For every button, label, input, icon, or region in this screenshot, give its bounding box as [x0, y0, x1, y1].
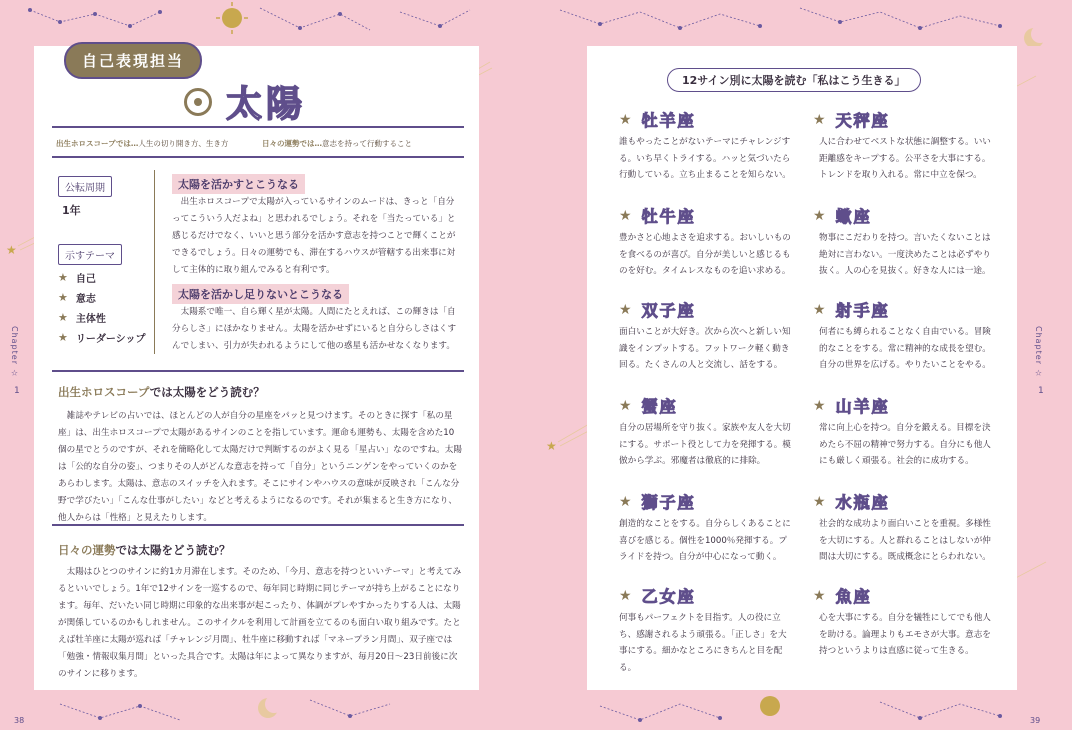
- left-page: [34, 46, 479, 690]
- sign-desc-aries: 誰もやったことがないテーマにチャレンジする。いち早くトライする。ハッと気づいたら行動している。立ち止まることを知らない。: [619, 137, 791, 180]
- sign-name-aquarius: ★ 水瓶座: [813, 493, 890, 512]
- sign-name-leo: ★ 獅子座: [619, 493, 696, 512]
- sign-desc-libra: 人に合わせてベストな状態に調整する。いい距離感をキープする。公平さを大事にする。トレンドを取り入れる。常に中立を保つ。: [819, 137, 991, 180]
- block2-text: 太陽系で唯一、自ら輝く星が太陽。人間にたとえれば、この輝きは「自分らしさ」にほかなりません。太陽を活かせずにいると自分らしさはくすんでしまい、引力が失われるようにして他の惑星も活かせなくなります。: [172, 307, 457, 351]
- sun-symbol-icon: [184, 88, 212, 116]
- chapter-label-right: Chapter ☆: [1034, 326, 1043, 379]
- star-icon: ★: [813, 111, 828, 128]
- category-badge: 自己表現担当: [64, 42, 202, 79]
- constellation-decoration-bottom: [0, 690, 1072, 730]
- chapter-label-left: Chapter ☆: [10, 326, 19, 379]
- star-icon: ★: [58, 331, 68, 344]
- sign-name-sagittarius: ★ 射手座: [813, 301, 890, 320]
- sign-desc-gemini: 面白いことが大好き。次から次へと新しい知識をインプットする。フットワーク軽く動き回る。たくさんの人と交流し、話をする。: [619, 327, 791, 370]
- sign-desc-aquarius: 社会的な成功より面白いことを重視。多様性を大切にする。人と群れることはしないが仲間は大切にする。既成概念にとらわれない。: [819, 519, 991, 562]
- theme-item: ★ リーダーシップ: [58, 331, 146, 345]
- divider: [52, 126, 464, 128]
- natal-subtitle: 出生ホロスコープでは…人生の切り開き方、生き方: [56, 139, 229, 148]
- star-icon: ★: [813, 207, 828, 224]
- svg-text:★: ★: [6, 243, 17, 257]
- block2-heading: 太陽を活かし足りないとこうなる: [172, 284, 349, 304]
- orbit-value: 1年: [62, 204, 81, 217]
- block1-heading: 太陽を活かすとこうなる: [172, 174, 305, 194]
- star-icon: ★: [619, 111, 634, 128]
- chapter-number-left: 1: [14, 386, 20, 396]
- sign-desc-capricorn: 常に向上心を持つ。自分を鍛える。目標を決めたら不屈の精神で努力する。自分にも他人にも厳しく頑張る。社会的に成功する。: [819, 423, 991, 466]
- star-icon: ★: [619, 301, 634, 318]
- sun-face-icon: [216, 2, 248, 34]
- title-block: [184, 76, 306, 127]
- star-icon: ★: [58, 271, 68, 284]
- star-icon: ★: [619, 207, 634, 224]
- page-number-left: 38: [14, 716, 25, 725]
- divider: [52, 156, 464, 158]
- star-icon: ★: [813, 587, 828, 604]
- sign-desc-pisces: 心を大事にする。自分を犠牲にしてでも他人を助ける。論理よりもエモさが大事。意志を持つというよりは直感に従って生きる。: [819, 613, 991, 656]
- orbit-label: 公転周期: [58, 176, 112, 197]
- sign-name-pisces: ★ 魚座: [813, 587, 872, 606]
- theme-item: ★ 自己: [58, 271, 96, 285]
- star-icon: ★: [619, 493, 634, 510]
- block1-text: 出生ホロスコープで太陽が入っているサインのムードは、きっと「自分ってこういう人だよね」と思われるでしょう。それを「当たっている」と感じるだけでなく、いいと思う部分を活かす意志を持つことで輝くことができるでしょう。日々の運勢でも、滞在するハウスが管轄する出来事に対して主体的に取り組んでみると有利です。: [172, 197, 456, 275]
- star-icon: ★: [813, 397, 828, 414]
- star-icon: ★: [813, 301, 828, 318]
- sign-desc-taurus: 豊かさと心地よさを追求する。おいしいものを食べるのが喜び。自分が美しいと感じるものを好む。タイムレスなものを追い求める。: [619, 233, 791, 276]
- constellation-decoration-top: [0, 0, 1072, 46]
- sign-name-aries: ★ 牡羊座: [619, 111, 696, 130]
- svg-text:★: ★: [546, 439, 557, 453]
- sign-name-scorpio: ★ 蠍座: [813, 207, 872, 226]
- moon-icon: [1024, 25, 1049, 46]
- sign-name-gemini: ★ 双子座: [619, 301, 696, 320]
- sign-name-libra: ★ 天秤座: [813, 111, 890, 130]
- sign-desc-cancer: 自分の居場所を守り抜く。家族や友人を大切にする。サポート役として力を発揮する。模倣から学ぶ。邪魔者は徹底的に排除。: [619, 423, 791, 466]
- page-number-right: 39: [1030, 716, 1041, 725]
- divider: [52, 370, 464, 372]
- sign-name-capricorn: ★ 山羊座: [813, 397, 890, 416]
- page-title: 太陽: [226, 84, 307, 125]
- daily-subtitle: 日々の運勢では…意志を持って行動すること: [262, 139, 412, 148]
- moon-icon-bottom: [258, 695, 283, 718]
- sign-desc-leo: 創造的なことをする。自分らしくあることに喜びを感じる。個性を1000％発揮する。プライドを持つ。自分が中心になって動く。: [619, 519, 791, 562]
- sign-name-taurus: ★ 牡牛座: [619, 207, 696, 226]
- sign-name-cancer: ★ 蟹座: [619, 397, 678, 416]
- section2-heading: 日々の運勢では太陽をどう読む？: [58, 543, 231, 557]
- sign-name-virgo: ★ 乙女座: [619, 587, 696, 606]
- column-divider: [154, 170, 155, 354]
- section1-heading: 出生ホロスコープでは太陽をどう読む？: [58, 385, 265, 399]
- section2-text: 太陽はひとつのサインに約1カ月滞在します。そのため、「今月、意志を持つといいテーマ」と考えてみるといいでしょう。1年で12サインを一巡するので、毎年同じ時期に同じテーマが持ち上がることになります。毎年、だいたい同じ時期に印象的な出来事が起こったり、体調がプレやすかったりする人は、太陽が関係しているのかもしれません。このサイクルを利用して計画を立てるのも面白い取り組みです。たとえば牡羊座に太陽が巡れば「チャレンジ月間」、牡牛座に移動すれば「マネープラン月間」、双子座では「勉強・情報収集月間」といった具合です。太陽は年によって異なりますが、毎月20日〜23日前後に次のサインに移ります。: [58, 567, 462, 679]
- right-page: [587, 46, 1017, 690]
- sun-face-icon-bottom: [760, 696, 780, 716]
- theme-item: ★ 主体性: [58, 311, 106, 325]
- sign-desc-sagittarius: 何者にも縛られることなく自由でいる。冒険的なことをする。常に精神的な成長を望む。自分の世界を広げる。やりたいことをやる。: [819, 327, 991, 370]
- theme-item: ★ 意志: [58, 291, 96, 305]
- star-icon: ★: [58, 311, 68, 324]
- star-icon: ★: [58, 291, 68, 304]
- star-icon: ★: [813, 493, 828, 510]
- chapter-number-right: 1: [1038, 386, 1044, 396]
- section1-text: 雑誌やテレビの占いでは、ほとんどの人が自分の星座をパッと見つけます。そのときに探す「私の星座」は、出生ホロスコープで太陽があるサインのことを指しています。運命も運勢も、太陽を含めた10個の星でとうのですが、それを簡略化して太陽だけで判断するのがよく見る「星占い」なのですね。太陽は「公的な自分の姿」、つまりその人がどんな意志を持って「自分」というニンゲンをやっていくのかをあらわします。太陽は、意志のスイッチを入れます。そこにサインやハウスの意味が反映され「こんな分野で学びたい」「こんな仕事がしたい」などと考えるようになるのです。それが集まると生き方になり、他人からは「性格」と見えたりします。: [58, 411, 462, 523]
- sign-desc-virgo: 何事もパーフェクトを目指す。人の役に立ち、感謝されるよう頑張る。「正しさ」を大事にする。細かなところにきちんと目を配る。: [619, 613, 787, 673]
- right-page-header: 12サイン別に太陽を読む「私はこう生きる」: [667, 68, 921, 92]
- star-icon: ★: [619, 587, 634, 604]
- divider: [52, 524, 464, 526]
- sign-desc-scorpio: 物事にこだわりを持つ。言いたくないことは絶対に言わない。一度決めたことは必ずやり抜く。人の心を見抜く。好きな人には一途。: [819, 233, 991, 276]
- theme-label: 示すテーマ: [58, 244, 122, 265]
- star-icon: ★: [619, 397, 634, 414]
